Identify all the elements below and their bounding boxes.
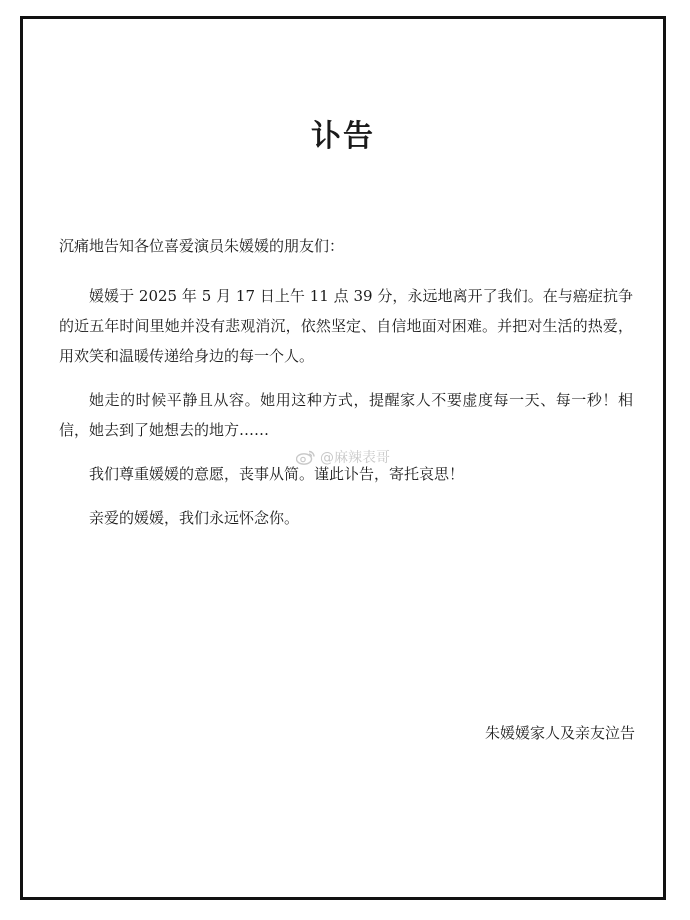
paragraph-1: 媛媛于 2025 年 5 月 17 日上午 11 点 39 分，永远地离开了我们。在与癌症抗争的近五年时间里她并没有悲观消沉，依然坚定、自信地面对困难。并把对生活的热爱，用欢笑和温暖传递给身边的每一个人。 [59, 287, 633, 365]
paragraph-3: 我们尊重媛媛的意愿，丧事从简。谨此讣告，寄托哀思！ [89, 465, 465, 483]
paragraph-4: 亲爱的媛媛，我们永远怀念你。 [89, 509, 300, 527]
weibo-icon [296, 449, 316, 465]
watermark [296, 447, 390, 467]
watermark-text: @麻辣表哥 [320, 450, 390, 466]
paragraph-2: 她走的时候平静且从容。她用这种方式，提醒家人不要虚度每一天、每一秒！相信，她去到了她想去的地方…… [59, 391, 633, 439]
document-title: 讣告 [311, 119, 375, 154]
document-body [59, 231, 633, 547]
salutation: 沉痛地告知各位喜爱演员朱媛媛的朋友们： [59, 237, 345, 255]
signature: 朱媛媛家人及亲友泣告 [484, 724, 635, 742]
